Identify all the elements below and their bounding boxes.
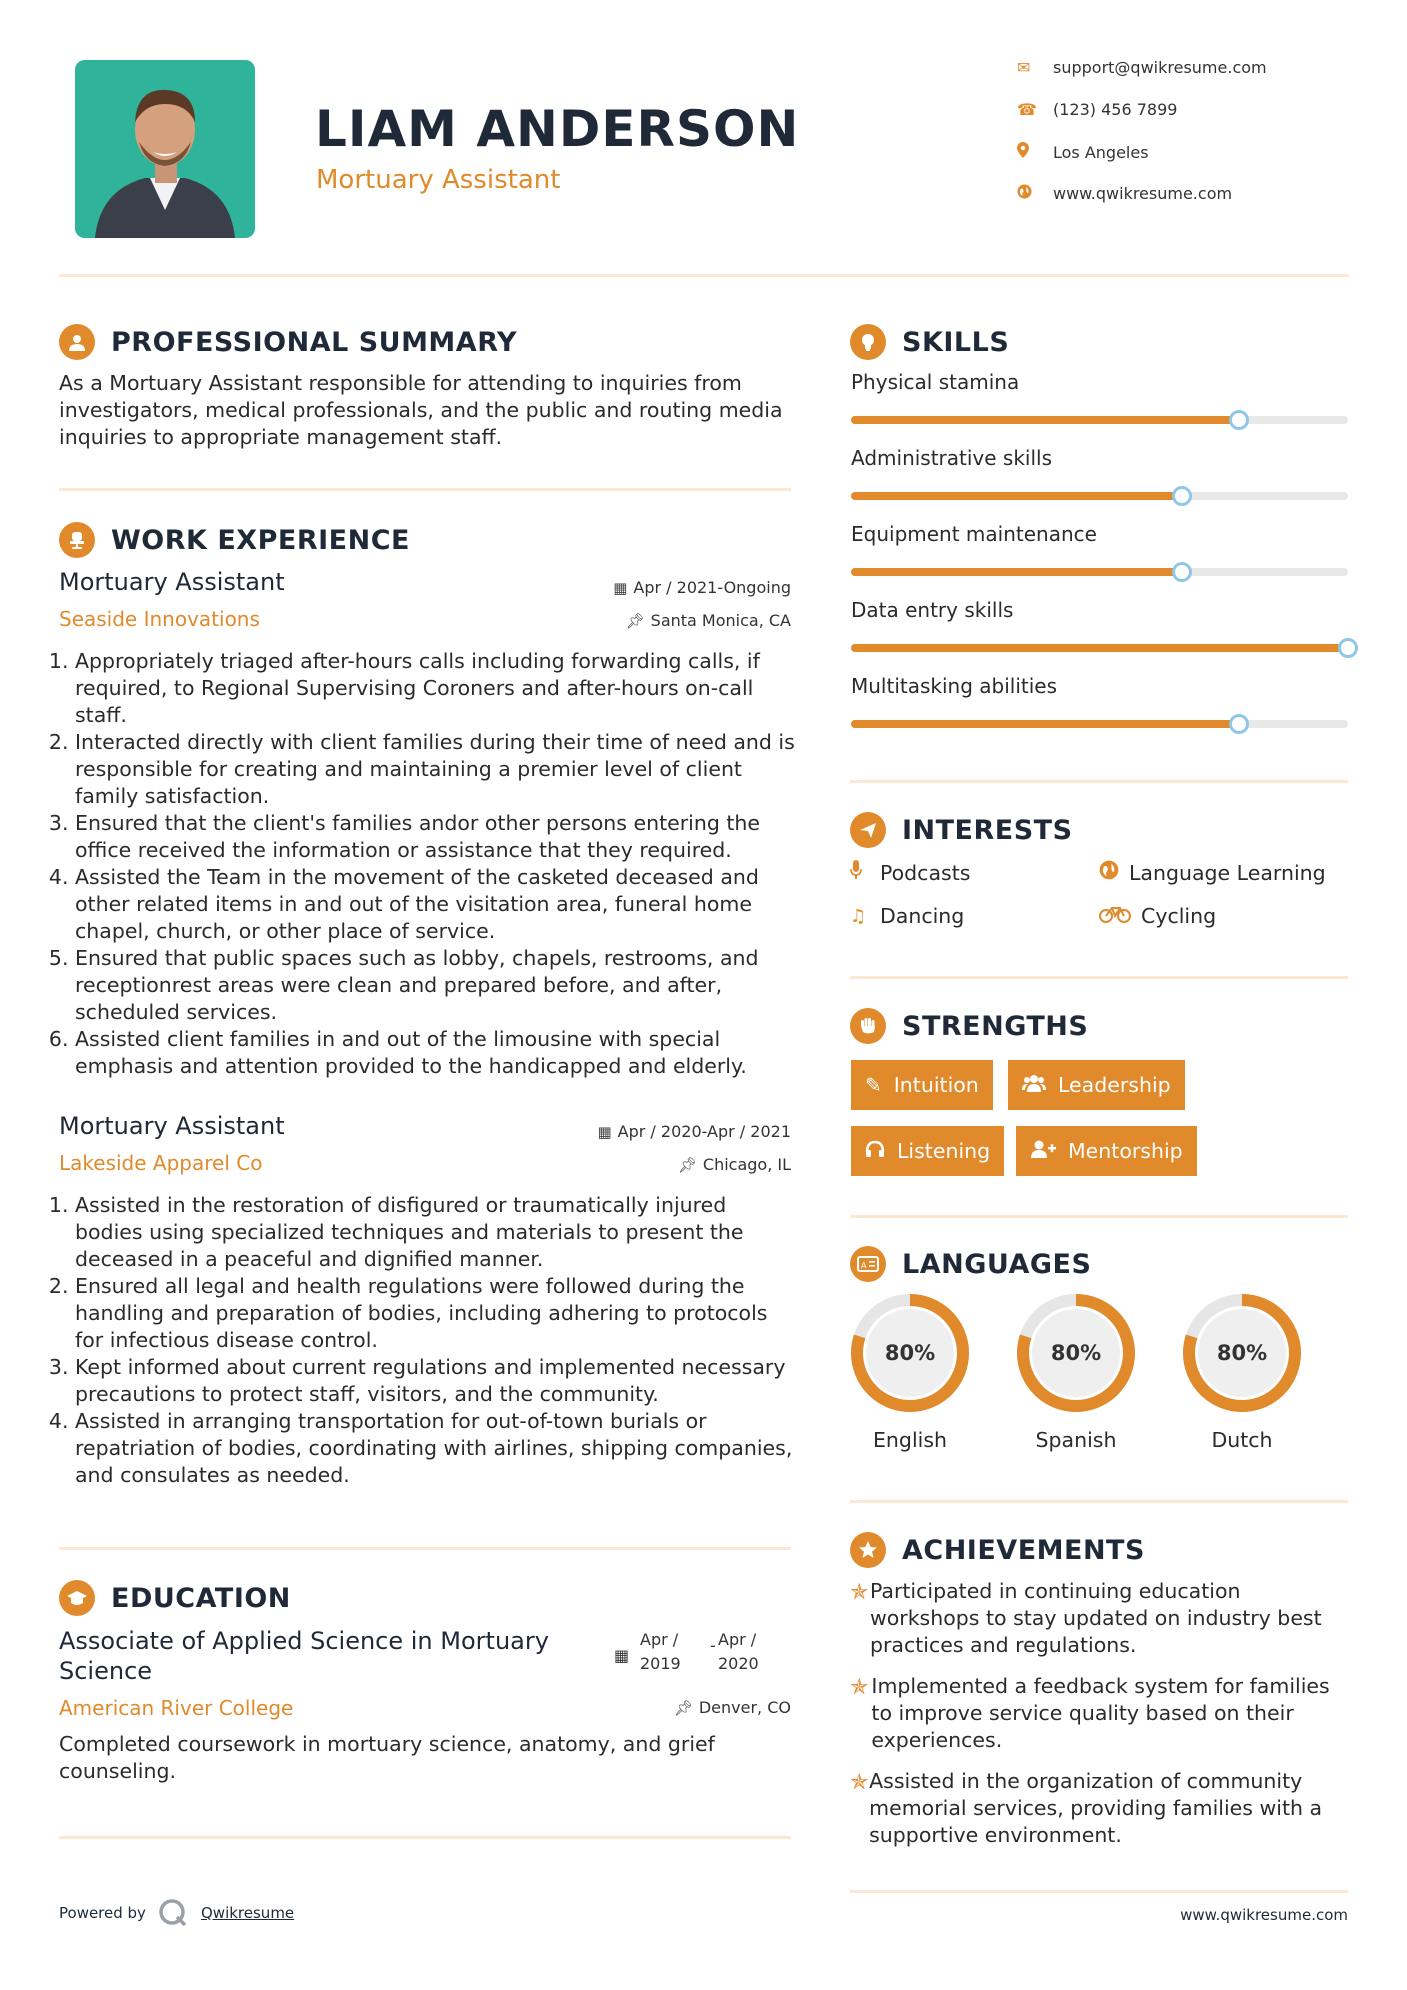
- profile-photo: [75, 60, 255, 238]
- job-location: 📌︎ Santa Monica, CA: [625, 611, 791, 630]
- section-title: INTERESTS: [902, 814, 1073, 846]
- user-icon: [59, 324, 95, 360]
- list-item: 1. Appropriately triaged after-hours calls including forwarding calls, if required, to Regional Supervising Coroners and after-hours on-call staff.: [75, 648, 797, 729]
- job-title: Mortuary Assistant: [59, 568, 285, 596]
- interests-divider: [850, 976, 1348, 979]
- interest-item: Podcasts: [850, 860, 970, 885]
- job-company: Seaside Innovations: [59, 607, 260, 631]
- skill-name: Administrative skills: [851, 446, 1053, 470]
- languages-list: [849, 1292, 1349, 1472]
- lightbulb-icon: [850, 324, 886, 360]
- svg-text:A: A: [861, 1261, 867, 1270]
- language-progress-ring: [849, 1292, 971, 1414]
- headphones-icon: [865, 1139, 885, 1163]
- list-item: 6. Assisted client families in and out of the limousine with special emphasis and attention provided to the handicapped and elderly.: [75, 1026, 797, 1080]
- skill-name: Physical stamina: [851, 370, 1020, 394]
- summary-divider: [59, 488, 791, 491]
- microphone-icon: [850, 860, 880, 885]
- skill-row: [851, 370, 1348, 394]
- skill-bar-track: [851, 720, 1348, 728]
- list-item: 2. Interacted directly with client families during their time of need and is responsible for creating and maintaining a premier level of client family satisfaction.: [75, 729, 797, 810]
- section-interests: [850, 812, 1073, 848]
- job-bullets: [57, 1192, 797, 1489]
- contact-website-text: www.qwikresume.com: [1053, 184, 1233, 203]
- section-title: PROFESSIONAL SUMMARY: [111, 326, 518, 358]
- graduation-cap-icon: [59, 1580, 95, 1616]
- calendar-icon: ▦: [614, 1646, 630, 1665]
- strength-chip: Listening: [851, 1126, 1004, 1176]
- job-dates: ▦ Apr / 2020-Apr / 2021: [597, 1122, 791, 1141]
- pushpin-icon: 📌︎: [673, 1699, 693, 1717]
- location-pin-icon: [1017, 142, 1053, 162]
- section-title: STRENGTHS: [902, 1010, 1089, 1042]
- qwikresume-link[interactable]: Qwikresume: [201, 1904, 295, 1922]
- envelope-icon: ✉: [1017, 58, 1031, 77]
- language-percent: 80%: [1216, 1341, 1268, 1365]
- skill-bar-fill: [851, 416, 1239, 424]
- skill-bar-track: [851, 492, 1348, 500]
- globe-icon: [1099, 860, 1129, 885]
- star-icon: ✯: [850, 1580, 869, 1605]
- language-percent: 80%: [884, 1341, 936, 1365]
- interest-item: Language Learning: [1099, 860, 1326, 885]
- skill-name: Data entry skills: [851, 598, 1014, 622]
- strength-chip: ✎ Intuition: [851, 1060, 993, 1110]
- section-title: ACHIEVEMENTS: [902, 1534, 1145, 1566]
- skill-bar-track: [851, 416, 1348, 424]
- language-name: English: [872, 1428, 948, 1452]
- star-icon: ✯: [850, 1770, 869, 1795]
- education-start: Apr / 2019: [640, 1630, 681, 1673]
- pushpin-icon: 📌︎: [625, 612, 645, 630]
- section-title: WORK EXPERIENCE: [111, 524, 410, 556]
- strength-chip: Leadership: [1008, 1060, 1185, 1110]
- list-item: 2. Ensured all legal and health regulations were followed during the handling and preparation of bodies, including adhering to protocols for infectious disease control.: [75, 1273, 797, 1354]
- magic-wand-icon: ✎: [865, 1073, 882, 1097]
- achievements-divider: [850, 1890, 1348, 1893]
- section-title: SKILLS: [902, 326, 1010, 358]
- footer-website-link[interactable]: www.qwikresume.com: [1180, 1906, 1348, 1924]
- star-icon: ✯: [850, 1675, 869, 1700]
- language-name: Spanish: [1035, 1428, 1117, 1452]
- section-achievements: [850, 1532, 1145, 1568]
- paper-plane-icon: [850, 812, 886, 848]
- skill-row: [851, 674, 1348, 698]
- experience-divider: [59, 1547, 791, 1550]
- school-name: American River College: [59, 1696, 294, 1720]
- section-languages: [850, 1246, 1091, 1282]
- star-badge-icon: [850, 1532, 886, 1568]
- list-item: 3. Ensured that the client's families andor other persons entering the office received the information or assistance that they required.: [75, 810, 797, 864]
- language-percent: 80%: [1050, 1341, 1102, 1365]
- language-progress-ring: [1015, 1292, 1137, 1414]
- interest-item: ♫ Dancing: [850, 904, 965, 928]
- skill-level-knob: [1229, 410, 1249, 430]
- skill-name: Multitasking abilities: [851, 674, 1058, 698]
- summary-text: As a Mortuary Assistant responsible for attending to inquiries from investigators, medical professionals, and the public and routing media inquiries to appropriate management staff.: [59, 371, 783, 449]
- skill-row: [851, 446, 1348, 470]
- section-professional-summary: [59, 324, 517, 360]
- qwikresume-logo-icon: [158, 1898, 188, 1932]
- list-item: 4. Assisted the Team in the movement of the casketed deceased and other related items in and out of the visitation area, funeral home chapel, church, or other place of service.: [75, 864, 797, 945]
- skill-name: Equipment maintenance: [851, 522, 1097, 546]
- language-name: Dutch: [1211, 1428, 1273, 1452]
- job-bullets: [57, 648, 797, 1080]
- skill-level-knob: [1338, 638, 1358, 658]
- section-skills: [850, 324, 1009, 360]
- contact-location: [1017, 142, 1317, 162]
- users-icon: [1022, 1073, 1046, 1097]
- skill-row: [851, 598, 1348, 622]
- powered-by-label: Powered by: [59, 1904, 146, 1922]
- achievement-item: ✯ Implemented a feedback system for families to improve service quality based on their experiences.: [850, 1674, 1330, 1752]
- education-location: 📌︎ Denver, CO: [673, 1698, 791, 1717]
- achievement-item: ✯ Assisted in the organization of community memorial services, providing families with a supportive environment.: [850, 1769, 1323, 1847]
- language-progress-ring: [1181, 1292, 1303, 1414]
- job-location: 📌︎ Chicago, IL: [677, 1155, 791, 1174]
- list-item: 5. Ensured that public spaces such as lobby, chapels, restrooms, and receptionrest areas were clean and prepared before, and after, scheduled services.: [75, 945, 797, 1026]
- degree-title: Associate of Applied Science in Mortuary Science: [59, 1627, 549, 1685]
- header-divider: [59, 274, 1349, 277]
- phone-icon: ☎: [1017, 100, 1037, 119]
- section-strengths: [850, 1008, 1088, 1044]
- music-note-icon: ♫: [850, 905, 867, 927]
- job-dates: ▦ Apr / 2021-Ongoing: [613, 578, 791, 597]
- strengths-divider: [850, 1215, 1348, 1218]
- contact-phone[interactable]: [1017, 100, 1317, 119]
- education-text: Completed coursework in mortuary science, anatomy, and grief counseling.: [59, 1732, 715, 1783]
- skill-bar-track: [851, 644, 1348, 652]
- skill-bar-track: [851, 568, 1348, 576]
- skills-divider: [850, 780, 1348, 783]
- section-education: [59, 1580, 291, 1616]
- section-title: LANGUAGES: [902, 1248, 1092, 1280]
- contact-phone-text: (123) 456 7899: [1053, 100, 1178, 119]
- contact-email-text: support@qwikresume.com: [1053, 58, 1267, 77]
- bicycle-icon: [1099, 905, 1141, 928]
- calendar-icon: ▦: [597, 1123, 612, 1141]
- languages-divider: [850, 1500, 1348, 1503]
- skill-level-knob: [1229, 714, 1249, 734]
- section-title: EDUCATION: [111, 1582, 291, 1614]
- education-divider: [59, 1836, 791, 1839]
- candidate-title: Mortuary Assistant: [316, 165, 561, 195]
- strength-chip: Mentorship: [1016, 1126, 1197, 1176]
- section-work-experience: [59, 522, 410, 558]
- skill-bar-fill: [851, 644, 1348, 652]
- candidate-name: LIAM ANDERSON: [315, 100, 800, 158]
- contact-email[interactable]: [1017, 58, 1317, 77]
- chair-icon: [59, 522, 95, 558]
- list-item: 3. Kept informed about current regulations and implemented necessary precautions to protect staff, visitors, and the community.: [75, 1354, 797, 1408]
- education-end: Apr / 2020: [718, 1630, 759, 1673]
- skill-bar-fill: [851, 720, 1239, 728]
- calendar-icon: ▦: [613, 579, 628, 597]
- skill-bar-fill: [851, 492, 1182, 500]
- list-item: 4. Assisted in arranging transportation for out-of-town burials or repatriation of bodies, coordinating with airlines, shipping companies, and consulates as needed.: [75, 1408, 797, 1489]
- contact-location-text: Los Angeles: [1053, 142, 1149, 162]
- contact-website[interactable]: [1017, 184, 1317, 203]
- skill-level-knob: [1172, 486, 1192, 506]
- fist-icon: [850, 1008, 886, 1044]
- job-title: Mortuary Assistant: [59, 1112, 285, 1140]
- language-card-icon: [850, 1246, 886, 1282]
- pushpin-icon: 📌︎: [677, 1156, 697, 1174]
- globe-icon: [1017, 184, 1053, 203]
- achievement-item: ✯ Participated in continuing education workshops to stay updated on industry best practices and regulations.: [850, 1579, 1322, 1657]
- user-plus-icon: [1030, 1139, 1056, 1163]
- list-item: 1. Assisted in the restoration of disfigured or traumatically injured bodies using specialized techniques and materials to present the deceased in a peaceful and dignified manner.: [75, 1192, 797, 1273]
- interest-item: Cycling: [1099, 904, 1216, 928]
- job-company: Lakeside Apparel Co: [59, 1151, 263, 1175]
- skill-level-knob: [1172, 562, 1192, 582]
- skill-row: [851, 522, 1348, 546]
- skill-bar-fill: [851, 568, 1182, 576]
